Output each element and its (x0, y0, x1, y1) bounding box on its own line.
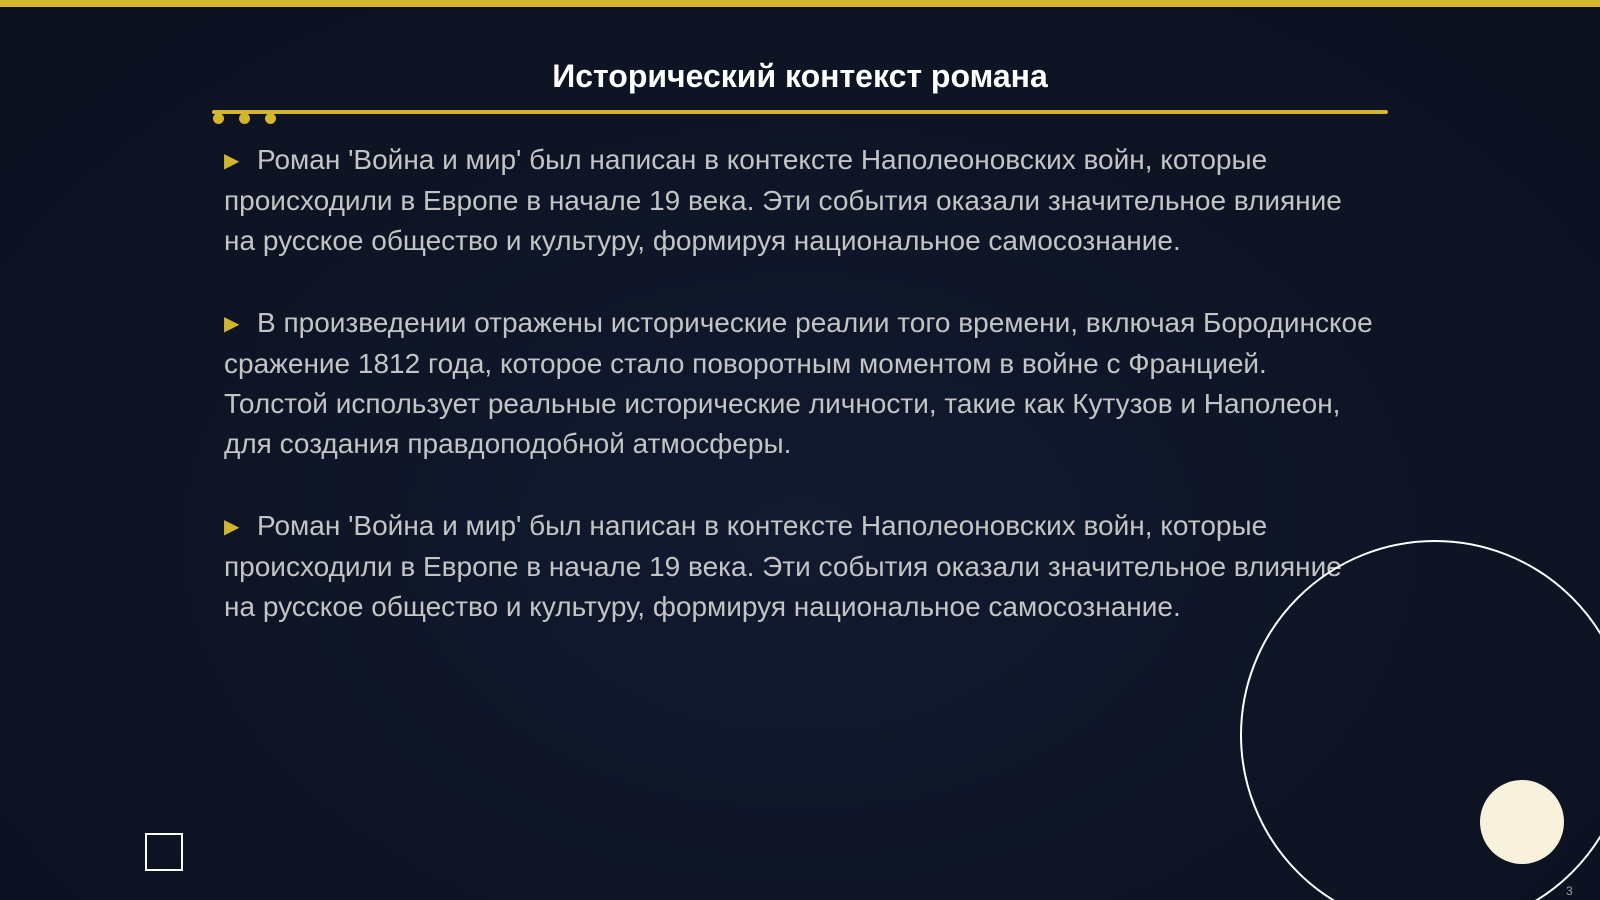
triangle-bullet-icon: ▶ (224, 516, 240, 538)
bullet-text: В произведении отражены исторические реалии того времени, включая Бородинское сражение 1812 года, которое стало поворотным моментом в войне с Францией. Толстой использует реальные исторические личности, такие как Кутузов и Наполеон, для создания правдоподобной атмосферы. (224, 307, 1373, 459)
decorative-square-outline (145, 833, 183, 871)
triangle-bullet-icon: ▶ (224, 150, 240, 172)
decorative-circle-filled (1480, 780, 1564, 864)
decorative-dot-3 (265, 113, 276, 124)
bullet-text: Роман 'Война и мир' был написан в контексте Наполеоновских войн, которые происходили в Европе в начале 19 века. Эти события оказали значительное влияние на русское общество и культуру, формируя национальное самосознание. (224, 510, 1342, 622)
top-accent-bar (0, 0, 1600, 7)
title-underline (212, 110, 1388, 114)
decorative-dot-1 (213, 113, 224, 124)
triangle-bullet-icon: ▶ (224, 313, 240, 335)
page-number: 3 (1566, 884, 1573, 898)
slide-title: Исторический контекст романа (552, 58, 1048, 94)
bullet-item (224, 140, 1374, 261)
bullet-item (224, 303, 1374, 464)
bullet-list (224, 140, 1374, 669)
bullet-item (224, 506, 1374, 627)
bullet-text: Роман 'Война и мир' был написан в контексте Наполеоновских войн, которые происходили в Европе в начале 19 века. Эти события оказали значительное влияние на русское общество и культуру, формируя национальное самосознание. (224, 144, 1342, 256)
decorative-dot-2 (239, 113, 250, 124)
